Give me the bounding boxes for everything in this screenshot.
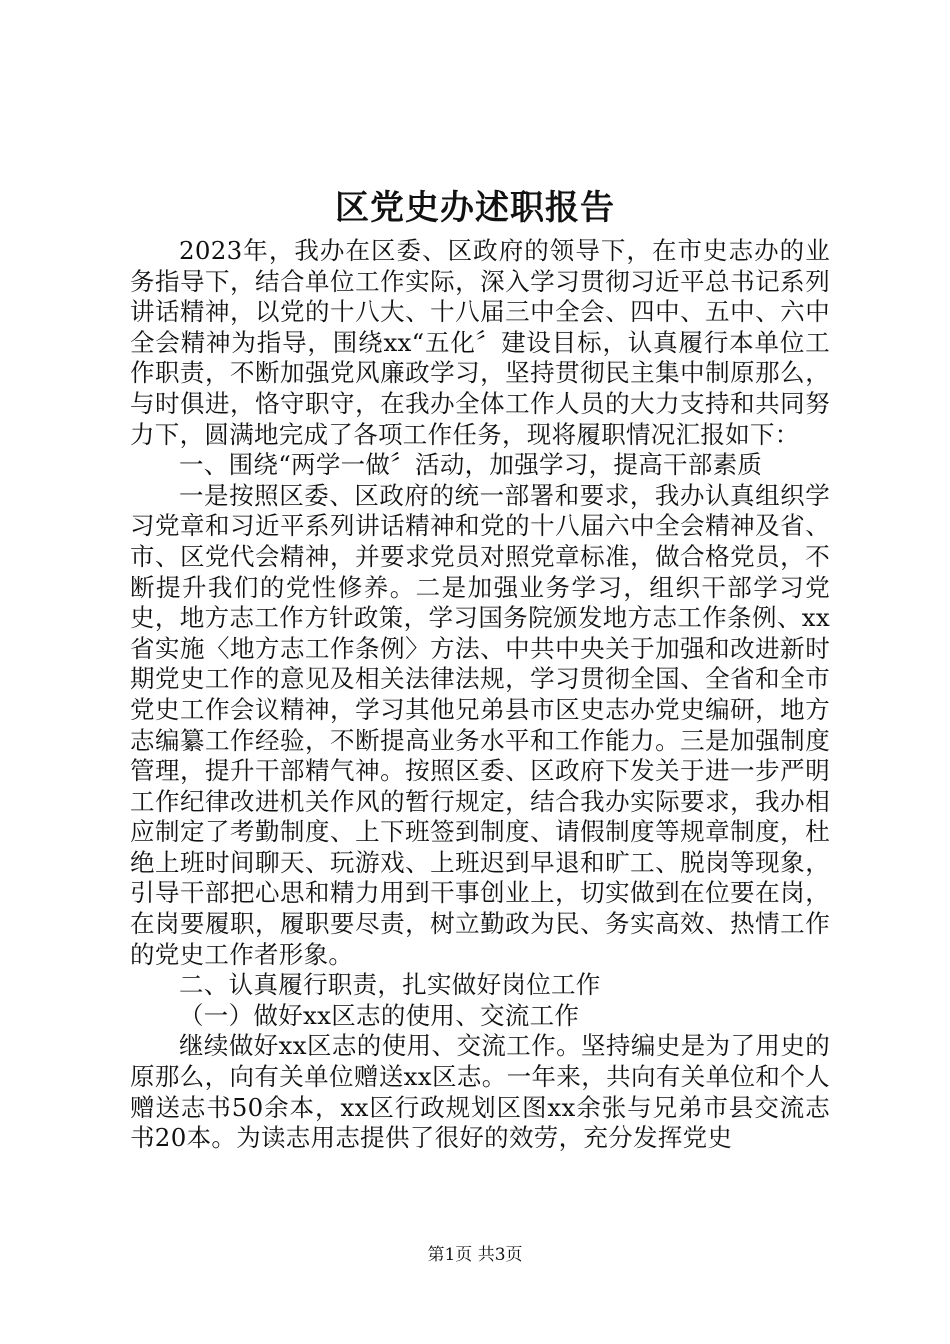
paragraph-study: 一是按照区委、区政府的统一部署和要求，我办认真组织学习党章和习近平系列讲话精神和党的十八届六中全会精神及省、市、区党代会精神，并要求党员对照党章标准，做合格党员，不断提升我们的党性修养。二是加强业务学习，组织干部学习党史，地方志工作方针政策，学习国务院颁发地方志工作条例、xx省实施〈地方志工作条例〉方法、中共中央关于加强和改进新时期党史工作的意见及相关法律法规，学习贯彻全国、全省和全市党史工作会议精神，学习其他兄弟县市区史志办党史编研，地方志编纂工作经验，不断提高业务水平和工作能力。三是加强制度管理，提升干部精气神。按照区委、区政府下发关于进一步严明工作纪律改进机关作风的暂行规定，结合我办实际要求，我办相应制定了考勤制度、上下班签到制度、请假制度等规章制度，杜绝上班时间聊天、玩游戏、上班迟到早退和旷工、脱岗等现象，引导干部把心思和精力用到干事创业上，切实做到在位要在岗，在岗要履职，履职要尽责，树立勤政为民、务实高效、热情工作的党史工作者形象。 [130, 480, 830, 969]
document-title: 区党史办述职报告 [335, 188, 615, 228]
subsection-heading-1: （一）做好xx区志的使用、交流工作 [179, 1000, 580, 1030]
section-heading-2: 二、认真履行职责，扎实做好岗位工作 [179, 970, 601, 1000]
paragraph-intro: 2023年，我办在区委、区政府的领导下，在市史志办的业务指导下，结合单位工作实际，深入学习贯彻习近平总书记系列讲话精神，以党的十八大、十八届三中全会、四中、五中、六中全会精神为指导，围绕xx“五化〞建设目标，认真履行本单位工作职责，不断加强党风廉政学习，坚持贯彻民主集中制原那么，与时俱进，恪守职守，在我办全体工作人员的大力支持和共同努力下，圆满地完成了各项工作任务，现将履职情况汇报如下： [130, 236, 830, 449]
page-footer: 第1页 共3页 [427, 1245, 523, 1265]
paragraph-exchange: 继续做好xx区志的使用、交流工作。坚持编史是为了用史的原那么，向有关单位赠送xx区志。一年来，共向有关单位和个人赠送志书50余本，xx区行政规划区图xx余张与兄弟市县交流志书20本。为读志用志提供了很好的效劳，充分发挥党史 [130, 1031, 830, 1153]
document-body [130, 236, 830, 1154]
section-heading-1: 一、围绕“两学一做〞活动，加强学习，提高干部素质 [179, 450, 763, 480]
